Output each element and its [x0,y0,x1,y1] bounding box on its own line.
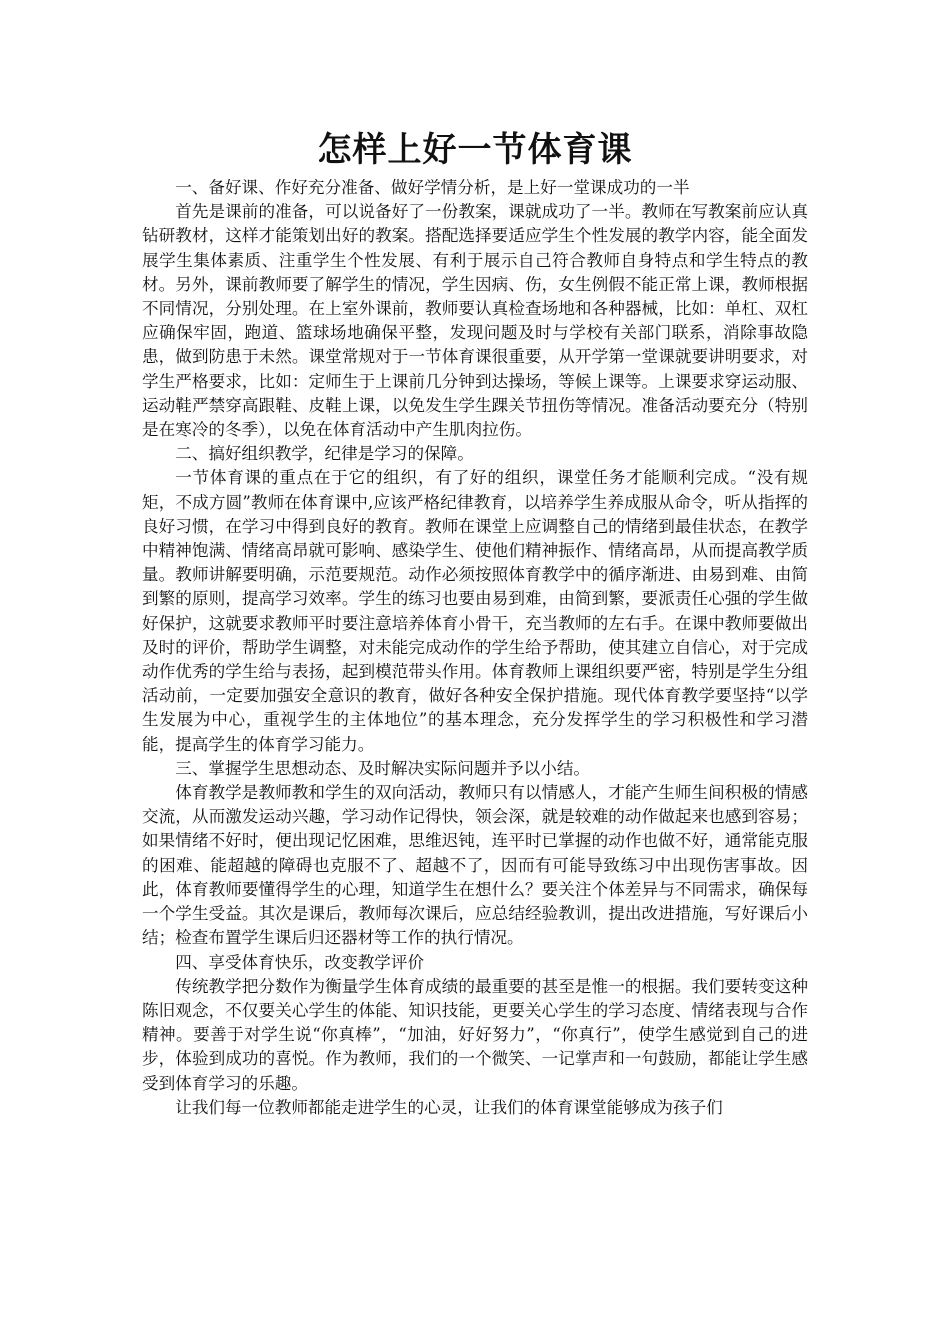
paragraph-2: 一节体育课的重点在于它的组织，有了好的组织，课堂任务才能顺利完成。“没有规矩，不成方圆”教师在体育课中,应该严格纪律教育，以培养学生养成服从命令，听从指挥的良好习惯，在学习中得到良好的教育。教师在课堂上应调整自己的情绪到最佳状态，在教学中精神饱满、情绪高昂就可影响、感染学生、使他们精神振作、情绪高昂，从而提高教学质量。教师讲解要明确，示范要规范。动作必须按照体育教学中的循序渐进、由易到难、由简到繁的原则，提高学习效率。学生的练习也要由易到难，由简到繁，要派责任心强的学生做好保护，这就要求教师平时要注意培养体育小骨干，充当教师的左右手。在课中教师要做出及时的评价，帮助学生调整，对未能完成动作的学生给予帮助，使其建立自信心，对于完成动作优秀的学生给与表扬，起到模范带头作用。体育教师上课组织要严密，特别是学生分组活动前，一定要加强安全意识的教育，做好各种安全保护措施。现代体育教学要坚持“以学生发展为中心，重视学生的主体地位”的基本理念，充分发挥学生的学习积极性和学习潜能，提高学生的体育学习能力。 [142,468,808,754]
paragraph-3: 体育教学是教师教和学生的双向活动，教师只有以情感人，才能产生师生间积极的情感交流，从而激发运动兴趣，学习动作记得快，领会深，就是较难的动作做起来也感到容易；如果情绪不好时，便出现记忆困难，思维迟钝，连平时已掌握的动作也做不好，通常能克服的困难、能超越的障碍也克服不了、超越不了，因而有可能导致练习中出现伤害事故。因此，体育教师要懂得学生的心理，知道学生在想什么？要关注个体差异与不同需求，确保每一个学生受益。其次是课后，教师每次课后，应总结经验教训，提出改进措施，写好课后小结；检查布置学生课后归还器材等工作的执行情况。 [142,783,808,948]
paragraph-5: 让我们每一位教师都能走进学生的心灵，让我们的体育课堂能够成为孩子们 [175,1097,723,1117]
section-heading-2: 二、搞好组织教学，纪律是学习的保障。 [175,444,474,464]
paragraph-1: 首先是课前的准备，可以说备好了一份教案，课就成功了一半。教师在写教案前应认真钻研教材，这样才能策划出好的教案。搭配选择要适应学生个性发展的教学内容，能全面发展学生集体素质、注重学生个性发展、有利于展示自己符合教师自身特点和学生特点的教材。另外，课前教师要了解学生的情况，学生因病、伤，女生例假不能正常上课，教师根据不同情况，分别处理。在上室外课前，教师要认真检查场地和各种器械，比如：单杠、双杠应确保牢固，跑道、篮球场地确保平整，发现问题及时与学校有关部门联系，消除事故隐患，做到防患于未然。课堂常规对于一节体育课很重要，从开学第一堂课就要讲明要求，对学生严格要求，比如：定师生于上课前几分钟到达操场，等候上课等。上课要求穿运动服、运动鞋严禁穿高跟鞋、皮鞋上课，以免发生学生踝关节扭伤等情况。准备活动要充分（特别是在寒冷的冬季），以免在体育活动中产生肌肉拉伤。 [142,202,808,440]
section-heading-3: 三、掌握学生思想动态、及时解决实际问题并予以小结。 [175,758,591,778]
section-heading-4: 四、享受体育快乐，改变教学评价 [175,952,425,972]
document-title: 怎样上好一节体育课 [317,130,633,170]
paragraph-4: 传统教学把分数作为衡量学生体育成绩的最重要的甚至是惟一的根据。我们要转变这种陈旧观念，不仅要关心学生的体能、知识技能，更要关心学生的学习态度、情绪表现与合作精神。要善于对学生说“你真棒”，“加油，好好努力”，“你真行”，使学生感觉到自己的进步，体验到成功的喜悦。作为教师，我们的一个微笑、一记掌声和一句鼓励，都能让学生感受到体育学习的乐趣。 [142,976,808,1093]
section-heading-1: 一、备好课、作好充分准备、做好学情分析，是上好一堂课成功的一半 [175,178,690,197]
document-body [142,176,808,1120]
